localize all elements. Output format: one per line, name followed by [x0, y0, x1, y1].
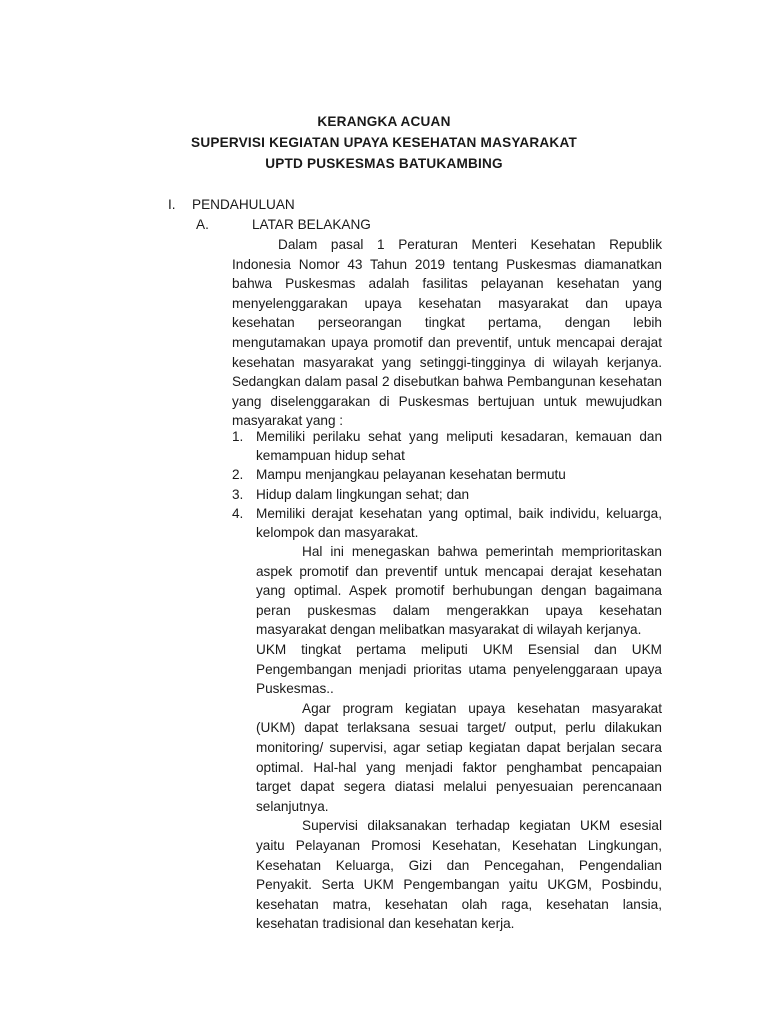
subsection-number: A.	[196, 217, 209, 232]
list-text: Mampu menjangkau pelayanan kesehatan bermutu	[256, 467, 566, 483]
list-number: 1.	[232, 429, 244, 444]
paragraph: Agar program kegiatan upaya kesehatan masyarakat (UKM) dapat terlaksana sesuai target/ output, perlu dilakukan monitoring/ supervisi, agar setiap kegiatan dapat berjalan secara optimal. Hal-hal yang menjadi faktor penghambat pencapaian target dapat segera diatasi melalui penyesuaian perencanaan selanjutnya.	[256, 700, 662, 814]
list-item	[232, 465, 662, 484]
section-number: I.	[168, 197, 176, 212]
list-text: Hidup dalam lingkungan sehat; dan	[256, 486, 470, 502]
list-text: Memiliki perilaku sehat yang meliputi kesadaran, kemauan dan kemampuan hidup sehat	[256, 429, 662, 464]
title-line-2: SUPERVISI KEGIATAN UPAYA KESEHATAN MASYARAKAT	[191, 135, 577, 150]
paragraph: Supervisi dilaksanakan terhadap kegiatan UKM esesial yaitu Pelayanan Promosi Kesehatan, Kesehatan Lingkungan, Kesehatan Keluarga, Gizi dan Pencegahan, Pengendalian Penyakit. Serta UKM Pengembangan yaitu UKGM, Posbindu, kesehatan matra, kesehatan olah raga, kesehatan lansia, kesehatan tradisional dan kesehatan kerja.	[256, 818, 662, 932]
subsection-title: LATAR BELAKANG	[252, 217, 371, 232]
subsection-heading	[196, 215, 371, 234]
list-item	[232, 485, 662, 504]
paragraph: UKM tingkat pertama meliputi UKM Esensial dan UKM Pengembangan menjadi prioritas utama penyelenggaraan upaya Puskesmas..	[256, 641, 662, 697]
paragraph: Dalam pasal 1 Peraturan Menteri Kesehatan Republik Indonesia Nomor 43 Tahun 2019 tentang Puskesmas diamanatkan bahwa Puskesmas adalah fasilitas pelayanan kesehatan yang menyelenggarakan upaya kesehatan masyarakat dan upaya kesehatan perseorangan tingkat pertama, dengan lebih mengutamakan upaya promotif dan preventif, untuk mencapai derajat kesehatan masyarakat yang setinggi-tingginya di wilayah kerjanya. Sedangkan dalam pasal 2 disebutkan bahwa Pembangunan kesehatan yang diselenggarakan di Puskesmas bertujuan untuk mewujudkan masyarakat yang :	[232, 237, 662, 429]
title-line-3: UPTD PUSKESMAS BATUKAMBING	[265, 156, 503, 171]
list-text: Memiliki derajat kesehatan yang optimal, baik individu, keluarga, kelompok dan masyarakat.	[256, 505, 662, 541]
list-number: 2.	[232, 467, 244, 483]
list-item	[232, 504, 662, 542]
section-heading	[168, 195, 295, 214]
list-number: 3.	[232, 486, 244, 502]
paragraph: Hal ini menegaskan bahwa pemerintah memprioritaskan aspek promotif dan preventif untuk mencapai derajat kesehatan yang optimal. Aspek promotif berhubungan dengan bagaimana peran puskesmas dalam mengerakkan upaya kesehatan masyarakat dengan melibatkan masyarakat di wilayah kerjanya.	[256, 544, 662, 638]
list-number: 4.	[232, 505, 244, 521]
list-item	[232, 427, 662, 465]
title-line-1: KERANGKA ACUAN	[317, 114, 451, 129]
document-title	[0, 111, 768, 174]
section-title: PENDAHULUAN	[192, 197, 295, 212]
intro-text	[232, 235, 662, 431]
body-text	[256, 542, 662, 934]
goal-list	[232, 427, 662, 542]
